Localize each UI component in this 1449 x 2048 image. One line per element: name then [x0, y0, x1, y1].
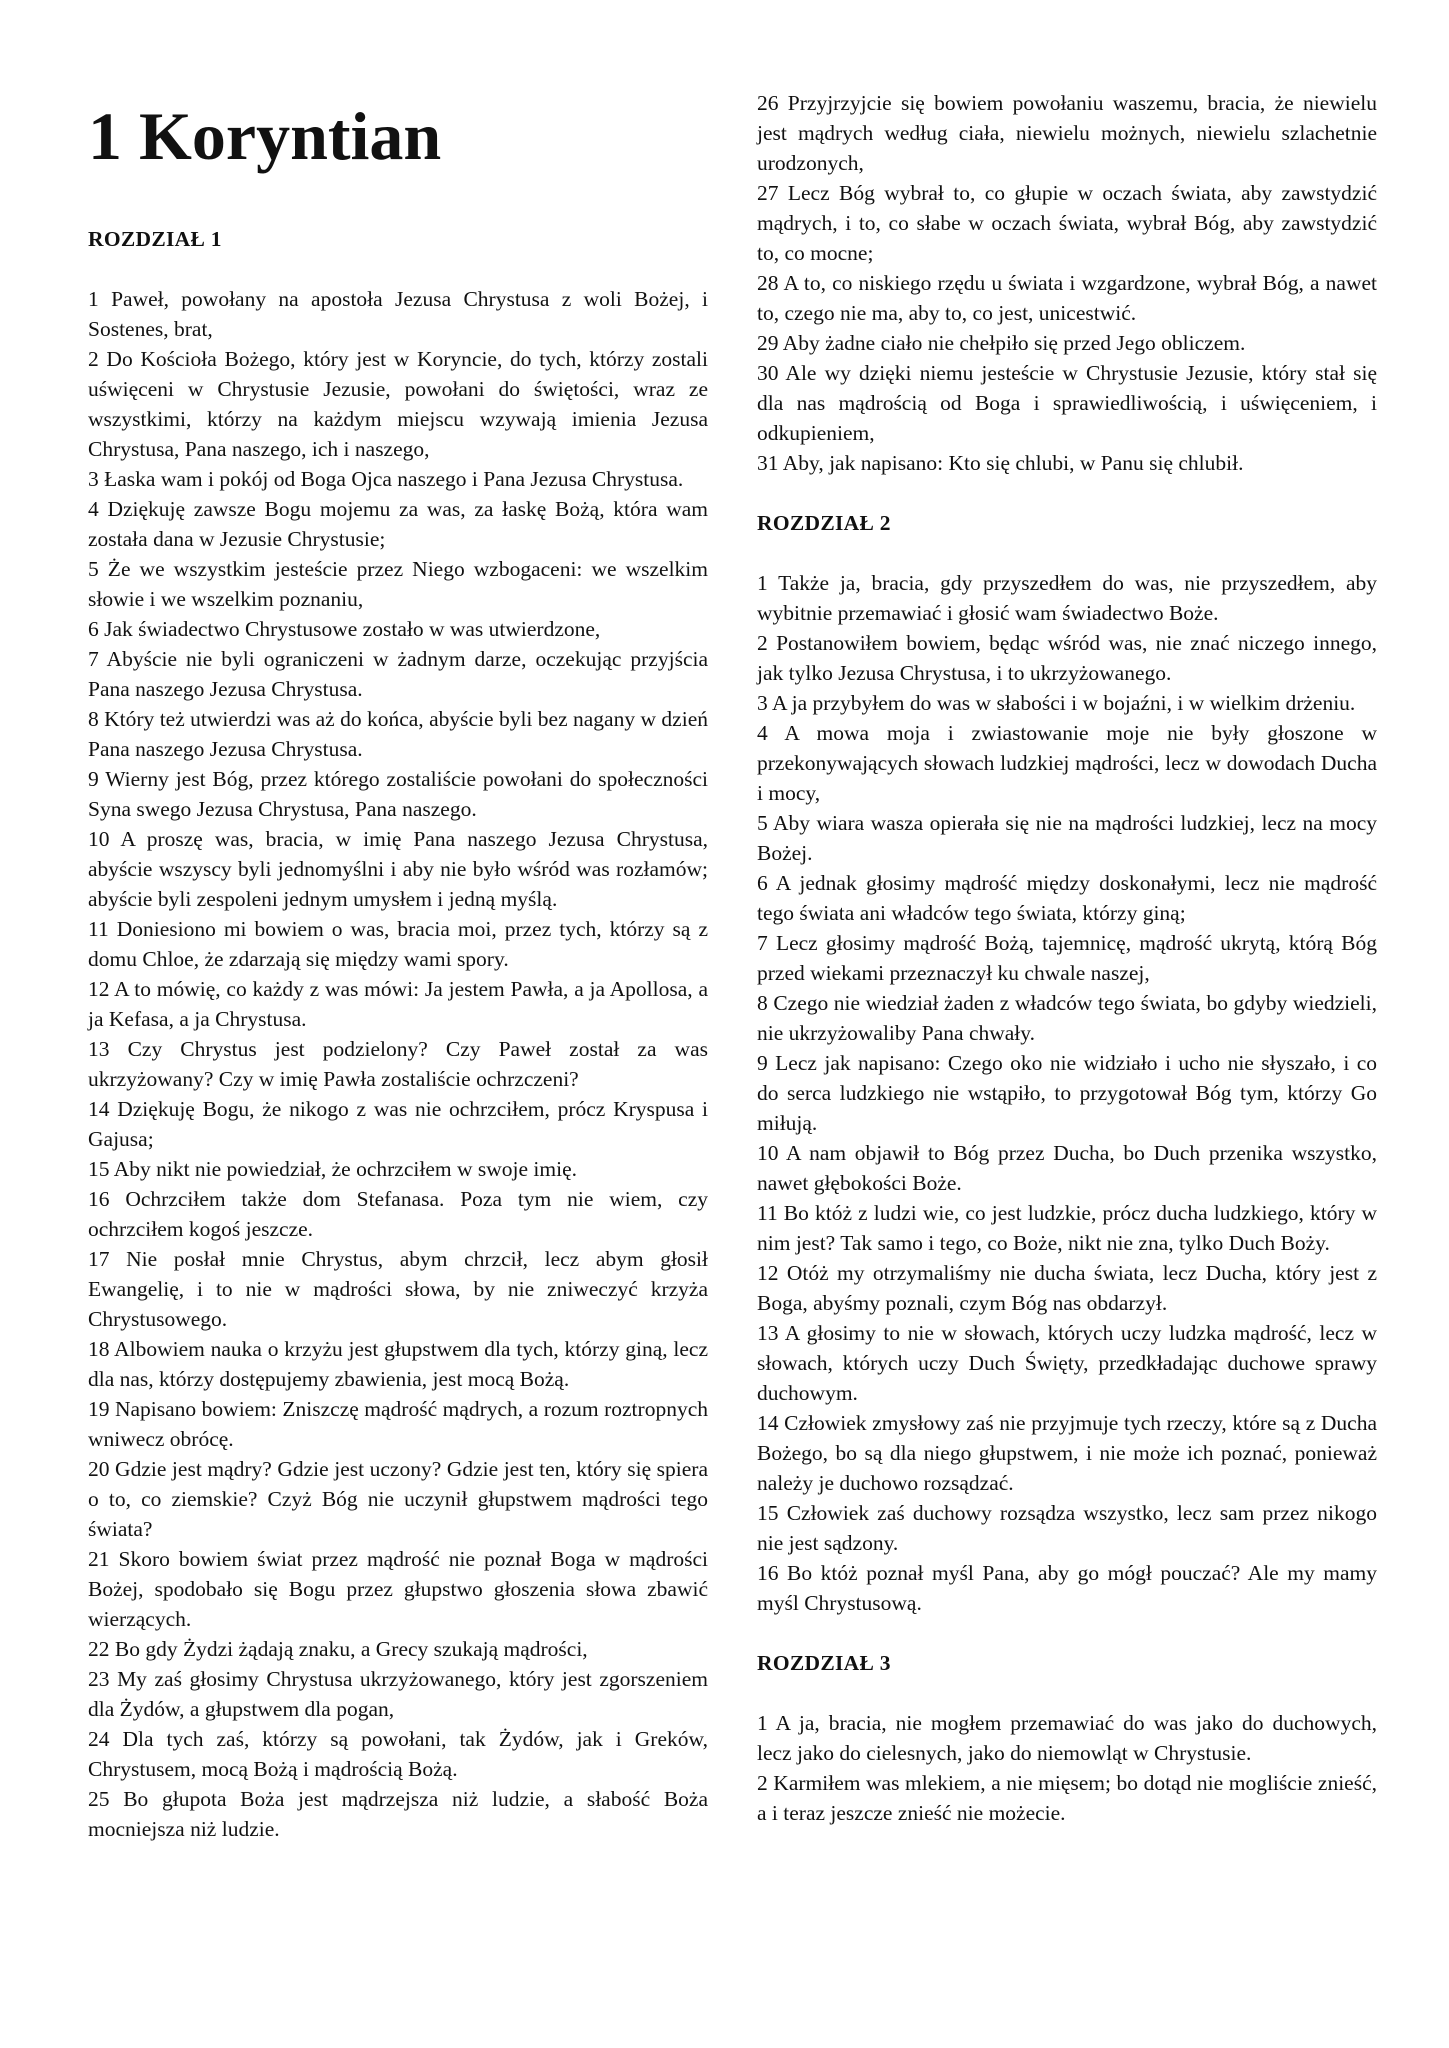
verse: 22 Bo gdy Żydzi żądają znaku, a Grecy szukają mądrości, [88, 1637, 588, 1661]
verse: 14 Człowiek zmysłowy zaś nie przyjmuje tych rzeczy, które są z Ducha Bożego, bo są dla niego głupstwem, i nie może ich poznać, ponieważ należy je duchowo rozsądzać. [757, 1411, 1377, 1495]
verse: 5 Że we wszystkim jesteście przez Niego wzbogaceni: we wszelkim słowie i we wszelkim poznaniu, [88, 557, 708, 611]
verse: 6 A jednak głosimy mądrość między doskonałymi, lecz nie mądrość tego świata ani władców tego świata, którzy giną; [757, 871, 1377, 925]
verse: 10 A nam objawił to Bóg przez Ducha, bo Duch przenika wszystko, nawet głębokości Boże. [757, 1141, 1377, 1195]
verse: 8 Który też utwierdzi was aż do końca, abyście byli bez nagany w dzień Pana naszego Jezusa Chrystusa. [88, 707, 708, 761]
verse: 12 A to mówię, co każdy z was mówi: Ja jestem Pawła, a ja Apollosa, a ja Kefasa, a ja Chrystusa. [88, 977, 708, 1031]
verse: 7 Lecz głosimy mądrość Bożą, tajemnicę, mądrość ukrytą, którą Bóg przed wiekami przeznaczył ku chwale naszej, [757, 931, 1377, 985]
verse: 1 Także ja, bracia, gdy przyszedłem do was, nie przyszedłem, aby wybitnie przemawiać i głosić wam świadectwo Boże. [757, 571, 1377, 625]
verse: 7 Abyście nie byli ograniczeni w żadnym darze, oczekując przyjścia Pana naszego Jezusa Chrystusa. [88, 647, 708, 701]
verse: 6 Jak świadectwo Chrystusowe zostało w was utwierdzone, [88, 617, 601, 641]
verse: 12 Otóż my otrzymaliśmy nie ducha świata, lecz Ducha, który jest z Boga, abyśmy poznali, czym Bóg nas obdarzył. [757, 1261, 1377, 1315]
verse: 16 Bo któż poznał myśl Pana, aby go mógł pouczać? Ale my mamy myśl Chrystusową. [757, 1561, 1377, 1615]
verse: 19 Napisano bowiem: Zniszczę mądrość mądrych, a rozum roztropnych wniwecz obrócę. [88, 1397, 708, 1451]
verse: 2 Postanowiłem bowiem, będąc wśród was, nie znać niczego innego, jak tylko Jezusa Chrystusa, i to ukrzyżowanego. [757, 631, 1377, 685]
book-title: 1 Koryntian [88, 98, 442, 174]
chapter-1-verses-right [757, 88, 1377, 478]
chapter-heading-2: ROZDZIAŁ 2 [757, 511, 891, 535]
right-column [757, 88, 1377, 1828]
verse: 9 Wierny jest Bóg, przez którego zostaliście powołani do społeczności Syna swego Jezusa Chrystusa, Pana naszego. [88, 767, 708, 821]
chapter-3 [757, 1648, 1377, 1828]
verse: 14 Dziękuję Bogu, że nikogo z was nie ochrzciłem, prócz Kryspusa i Gajusa; [88, 1097, 708, 1151]
verse: 13 A głosimy to nie w słowach, których uczy ludzka mądrość, lecz w słowach, których uczy Duch Święty, przedkładając duchowe sprawy duchowym. [757, 1321, 1377, 1405]
left-column [88, 224, 708, 1844]
verse: 23 My zaś głosimy Chrystusa ukrzyżowanego, który jest zgorszeniem dla Żydów, a głupstwem dla pogan, [88, 1667, 708, 1721]
verse: 17 Nie posłał mnie Chrystus, abym chrzcił, lecz abym głosił Ewangelię, i to nie w mądrości słowa, by nie zniweczyć krzyża Chrystusowego. [88, 1247, 708, 1331]
verse: 11 Bo któż z ludzi wie, co jest ludzkie, prócz ducha ludzkiego, który w nim jest? Tak samo i tego, co Boże, nikt nie zna, tylko Duch Boży. [757, 1201, 1377, 1255]
verse: 24 Dla tych zaś, którzy są powołani, tak Żydów, jak i Greków, Chrystusem, mocą Bożą i mądrością Bożą. [88, 1727, 708, 1781]
verse: 29 Aby żadne ciało nie chełpiło się przed Jego obliczem. [757, 331, 1246, 355]
verse: 13 Czy Chrystus jest podzielony? Czy Paweł został za was ukrzyżowany? Czy w imię Pawła zostaliście ochrzczeni? [88, 1037, 708, 1091]
verse: 26 Przyjrzyjcie się bowiem powołaniu waszemu, bracia, że niewielu jest mądrych według ciała, niewielu możnych, niewielu szlachetnie urodzonych, [757, 91, 1377, 175]
verse: 27 Lecz Bóg wybrał to, co głupie w oczach świata, aby zawstydzić mądrych, i to, co słabe w oczach świata, wybrał Bóg, aby zawstydzić to, co mocne; [757, 181, 1377, 265]
verse: 25 Bo głupota Boża jest mądrzejsza niż ludzie, a słabość Boża mocniejsza niż ludzie. [88, 1787, 708, 1841]
verse: 10 A proszę was, bracia, w imię Pana naszego Jezusa Chrystusa, abyście wszyscy byli jednomyślni i aby nie było wśród was rozłamów; abyście byli zespoleni jednym umysłem i jedną myślą. [88, 827, 708, 911]
verse: 16 Ochrzciłem także dom Stefanasa. Poza tym nie wiem, czy ochrzciłem kogoś jeszcze. [88, 1187, 708, 1241]
verse: 15 Aby nikt nie powiedział, że ochrzciłem w swoje imię. [88, 1157, 577, 1181]
verse: 4 A mowa moja i zwiastowanie moje nie były głoszone w przekonywających słowach ludzkiej mądrości, lecz w dowodach Ducha i mocy, [757, 721, 1377, 805]
verse: 21 Skoro bowiem świat przez mądrość nie poznał Boga w mądrości Bożej, spodobało się Bogu przez głupstwo głoszenia słowa zbawić wierzących. [88, 1547, 708, 1631]
verse: 4 Dziękuję zawsze Bogu mojemu za was, za łaskę Bożą, która wam została dana w Jezusie Chrystusie; [88, 497, 708, 551]
verse: 1 Paweł, powołany na apostoła Jezusa Chrystusa z woli Bożej, i Sostenes, brat, [88, 287, 708, 341]
verse: 8 Czego nie wiedział żaden z władców tego świata, bo gdyby wiedzieli, nie ukrzyżowaliby Pana chwały. [757, 991, 1377, 1045]
verse: 28 A to, co niskiego rzędu u świata i wzgardzone, wybrał Bóg, a nawet to, czego nie ma, aby to, co jest, unicestwić. [757, 271, 1377, 325]
verse: 15 Człowiek zaś duchowy rozsądza wszystko, lecz sam przez nikogo nie jest sądzony. [757, 1501, 1377, 1555]
chapter-heading-1: ROZDZIAŁ 1 [88, 227, 222, 251]
verse: 11 Doniesiono mi bowiem o was, bracia moi, przez tych, którzy są z domu Chloe, że zdarzają się między wami spory. [88, 917, 708, 971]
verse: 3 Łaska wam i pokój od Boga Ojca naszego i Pana Jezusa Chrystusa. [88, 467, 684, 491]
verse: 1 A ja, bracia, nie mogłem przemawiać do was jako do duchowych, lecz jako do cielesnych, jako do niemowląt w Chrystusie. [757, 1711, 1377, 1765]
verse: 5 Aby wiara wasza opierała się nie na mądrości ludzkiej, lecz na mocy Bożej. [757, 811, 1377, 865]
verse: 9 Lecz jak napisano: Czego oko nie widziało i ucho nie słyszało, i co do serca ludzkiego nie wstąpiło, to przygotował Bóg tym, którzy Go miłują. [757, 1051, 1377, 1135]
verse: 2 Karmiłem was mlekiem, a nie mięsem; bo dotąd nie mogliście znieść, a i teraz jeszcze znieść nie możecie. [757, 1771, 1377, 1825]
verse: 31 Aby, jak napisano: Kto się chlubi, w Panu się chlubił. [757, 451, 1244, 475]
verse: 2 Do Kościoła Bożego, który jest w Koryncie, do tych, którzy zostali uświęceni w Chrystusie Jezusie, powołani do świętości, wraz ze wszystkimi, którzy na każdym miejscu wzywają imienia Jezusa Chrystusa, Pana naszego, ich i naszego, [88, 347, 708, 461]
verse: 18 Albowiem nauka o krzyżu jest głupstwem dla tych, którzy giną, lecz dla nas, którzy dostępujemy zbawienia, jest mocą Bożą. [88, 1337, 708, 1391]
verse: 20 Gdzie jest mądry? Gdzie jest uczony? Gdzie jest ten, który się spiera o to, co ziemskie? Czyż Bóg nie uczynił głupstwem mądrości tego świata? [88, 1457, 708, 1541]
chapter-1-verses-left [88, 284, 708, 1844]
chapter-2-verses [757, 568, 1377, 1618]
chapter-2 [757, 508, 1377, 1618]
chapter-heading-3: ROZDZIAŁ 3 [757, 1651, 891, 1675]
verse: 30 Ale wy dzięki niemu jesteście w Chrystusie Jezusie, który stał się dla nas mądrością od Boga i sprawiedliwością, i uświęceniem, i odkupieniem, [757, 361, 1377, 445]
verse: 3 A ja przybyłem do was w słabości i w bojaźni, i w wielkim drżeniu. [757, 691, 1356, 715]
chapter-3-verses [757, 1708, 1377, 1828]
